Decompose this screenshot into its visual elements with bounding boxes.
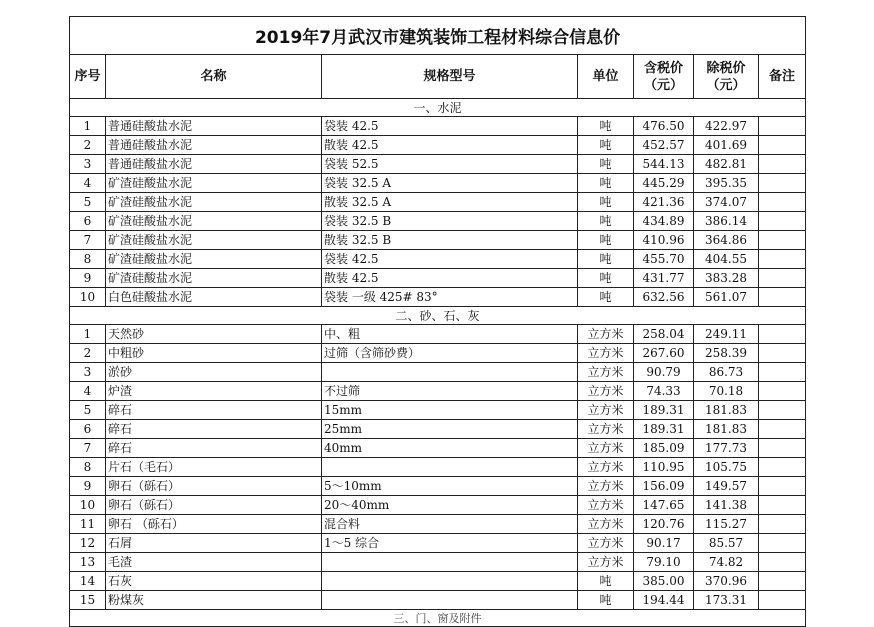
cell-remark [759,193,806,212]
cell-price-tax-excluded: 86.73 [694,363,759,382]
cell-price-tax-excluded: 386.14 [694,212,759,231]
cell-price-tax-included: 434.89 [634,212,694,231]
cell-price-tax-excluded: 404.55 [694,250,759,269]
cell-name: 矿渣硅酸盐水泥 [106,250,322,269]
cell-remark [759,231,806,250]
cell-price-tax-excluded: 149.57 [694,477,759,496]
cell-spec [322,553,578,572]
table-row [70,439,806,458]
cell-no: 6 [70,420,106,439]
cell-no: 15 [70,591,106,610]
cell-price-tax-excluded: 258.39 [694,344,759,363]
table-row [70,572,806,591]
header-name: 名称 [106,55,322,99]
header-tax-excluded-line1: 除税价 [706,60,746,76]
cell-remark [759,420,806,439]
cell-spec: 15mm [322,401,578,420]
cell-no: 4 [70,174,106,193]
cell-spec: 混合料 [322,515,578,534]
table-row [70,534,806,553]
cell-remark [759,477,806,496]
cell-remark [759,534,806,553]
cell-price-tax-excluded: 177.73 [694,439,759,458]
cell-unit: 立方米 [578,344,634,363]
cell-spec: 散装 32.5 A [322,193,578,212]
cell-price-tax-excluded: 249.11 [694,325,759,344]
cell-spec [322,363,578,382]
cell-price-tax-excluded: 141.38 [694,496,759,515]
table-row [70,458,806,477]
table-row [70,174,806,193]
cell-price-tax-excluded: 85.57 [694,534,759,553]
cell-unit: 吨 [578,212,634,231]
cell-name: 石屑 [106,534,322,553]
cell-unit: 立方米 [578,325,634,344]
cell-spec: 散装 32.5 B [322,231,578,250]
cell-price-tax-included: 410.96 [634,231,694,250]
cell-spec: 袋装 42.5 [322,117,578,136]
cell-price-tax-excluded: 370.96 [694,572,759,591]
cell-remark [759,117,806,136]
cell-unit: 立方米 [578,477,634,496]
table-row [70,325,806,344]
table-row [70,117,806,136]
cell-name: 普通硅酸盐水泥 [106,155,322,174]
partial-section-title: 三、门、窗及附件 [70,610,806,627]
cell-price-tax-excluded: 395.35 [694,174,759,193]
cell-price-tax-excluded: 173.31 [694,591,759,610]
table-row [70,231,806,250]
table-row [70,269,806,288]
cell-unit: 立方米 [578,553,634,572]
cell-remark [759,591,806,610]
cell-price-tax-included: 632.56 [634,288,694,307]
cell-spec [322,572,578,591]
table-row [70,212,806,231]
cell-no: 4 [70,382,106,401]
cell-unit: 吨 [578,572,634,591]
cell-remark [759,136,806,155]
cell-price-tax-excluded: 74.82 [694,553,759,572]
cell-unit: 立方米 [578,515,634,534]
cell-unit: 吨 [578,174,634,193]
cell-price-tax-included: 90.17 [634,534,694,553]
partial-section-row [70,610,806,627]
cell-remark [759,325,806,344]
cell-price-tax-included: 185.09 [634,439,694,458]
cell-price-tax-included: 431.77 [634,269,694,288]
header-tax-included-line2: （元） [643,77,683,93]
cell-unit: 立方米 [578,363,634,382]
cell-remark [759,212,806,231]
cell-price-tax-included: 147.65 [634,496,694,515]
cell-remark [759,572,806,591]
table-row [70,250,806,269]
sheet-title: 2019年7月武汉市建筑装饰工程材料综合信息价 [70,17,806,55]
cell-price-tax-excluded: 115.27 [694,515,759,534]
cell-no: 13 [70,553,106,572]
table-row [70,155,806,174]
cell-no: 3 [70,155,106,174]
cell-price-tax-included: 74.33 [634,382,694,401]
cell-spec: 1～5 综合 [322,534,578,553]
header-tax-included [634,55,694,99]
cell-unit: 立方米 [578,458,634,477]
cell-spec: 5～10mm [322,477,578,496]
cell-unit: 吨 [578,231,634,250]
header-spec: 规格型号 [322,55,578,99]
cell-name: 卵石（砾石） [106,477,322,496]
cell-no: 2 [70,344,106,363]
cell-price-tax-excluded: 561.07 [694,288,759,307]
header-tax-excluded [694,55,759,99]
section-title: 一、水泥 [70,99,806,117]
cell-price-tax-excluded: 105.75 [694,458,759,477]
cell-spec: 过筛（含筛砂费） [322,344,578,363]
cell-spec: 袋装 一级 425# 83° [322,288,578,307]
cell-name: 卵石（砾石） [106,496,322,515]
cell-price-tax-excluded: 482.81 [694,155,759,174]
cell-no: 12 [70,534,106,553]
cell-price-tax-excluded: 364.86 [694,231,759,250]
price-sheet [69,16,805,627]
cell-name: 碎石 [106,401,322,420]
cell-unit: 吨 [578,250,634,269]
cell-price-tax-included: 544.13 [634,155,694,174]
cell-no: 7 [70,439,106,458]
cell-price-tax-included: 189.31 [634,401,694,420]
cell-name: 矿渣硅酸盐水泥 [106,269,322,288]
cell-remark [759,269,806,288]
cell-unit: 立方米 [578,401,634,420]
table-row [70,477,806,496]
cell-spec: 不过筛 [322,382,578,401]
cell-price-tax-included: 110.95 [634,458,694,477]
cell-remark [759,363,806,382]
cell-price-tax-included: 120.76 [634,515,694,534]
cell-name: 白色硅酸盐水泥 [106,288,322,307]
header-tax-included-line1: 含税价 [643,60,683,76]
cell-name: 碎石 [106,420,322,439]
cell-name: 淤砂 [106,363,322,382]
cell-remark [759,250,806,269]
header-unit: 单位 [578,55,634,99]
cell-spec: 中、粗 [322,325,578,344]
cell-price-tax-included: 194.44 [634,591,694,610]
table-row [70,193,806,212]
cell-spec: 散装 42.5 [322,136,578,155]
cell-spec: 40mm [322,439,578,458]
cell-price-tax-included: 79.10 [634,553,694,572]
cell-unit: 立方米 [578,439,634,458]
cell-spec: 袋装 42.5 [322,250,578,269]
cell-no: 14 [70,572,106,591]
cell-remark [759,401,806,420]
table-row [70,496,806,515]
cell-name: 矿渣硅酸盐水泥 [106,231,322,250]
section-row [70,307,806,325]
table-row [70,401,806,420]
cell-no: 9 [70,477,106,496]
header-no: 序号 [70,55,106,99]
cell-price-tax-excluded: 422.97 [694,117,759,136]
cell-price-tax-included: 258.04 [634,325,694,344]
cell-unit: 立方米 [578,382,634,401]
cell-name: 卵石 （砾石） [106,515,322,534]
cell-name: 普通硅酸盐水泥 [106,117,322,136]
table-row [70,136,806,155]
cell-price-tax-included: 385.00 [634,572,694,591]
cell-remark [759,288,806,307]
cell-name: 天然砂 [106,325,322,344]
cell-remark [759,458,806,477]
cell-remark [759,439,806,458]
cell-name: 普通硅酸盐水泥 [106,136,322,155]
table-row [70,363,806,382]
table-row [70,344,806,363]
header-tax-excluded-line2: （元） [706,77,746,93]
cell-unit: 吨 [578,193,634,212]
cell-price-tax-included: 189.31 [634,420,694,439]
cell-unit: 吨 [578,136,634,155]
table-row [70,420,806,439]
cell-price-tax-included: 445.29 [634,174,694,193]
cell-no: 3 [70,363,106,382]
cell-no: 5 [70,193,106,212]
cell-price-tax-included: 156.09 [634,477,694,496]
price-table [69,16,806,627]
cell-name: 矿渣硅酸盐水泥 [106,193,322,212]
header-row [70,55,806,99]
cell-no: 10 [70,496,106,515]
section-row [70,99,806,117]
cell-price-tax-excluded: 401.69 [694,136,759,155]
cell-unit: 立方米 [578,496,634,515]
cell-spec: 袋装 32.5 B [322,212,578,231]
cell-price-tax-included: 90.79 [634,363,694,382]
cell-name: 粉煤灰 [106,591,322,610]
cell-price-tax-excluded: 181.83 [694,420,759,439]
cell-name: 矿渣硅酸盐水泥 [106,174,322,193]
cell-spec: 25mm [322,420,578,439]
cell-name: 石灰 [106,572,322,591]
cell-spec: 袋装 52.5 [322,155,578,174]
table-row [70,553,806,572]
table-row [70,382,806,401]
cell-spec: 散装 42.5 [322,269,578,288]
cell-unit: 吨 [578,288,634,307]
cell-name: 碎石 [106,439,322,458]
cell-spec [322,591,578,610]
cell-unit: 吨 [578,117,634,136]
cell-remark [759,515,806,534]
cell-no: 6 [70,212,106,231]
cell-name: 矿渣硅酸盐水泥 [106,212,322,231]
cell-price-tax-excluded: 70.18 [694,382,759,401]
cell-no: 9 [70,269,106,288]
cell-spec [322,458,578,477]
cell-name: 中粗砂 [106,344,322,363]
cell-price-tax-excluded: 383.28 [694,269,759,288]
cell-price-tax-included: 267.60 [634,344,694,363]
cell-name: 毛渣 [106,553,322,572]
cell-no: 2 [70,136,106,155]
cell-unit: 立方米 [578,534,634,553]
cell-name: 片石（毛石） [106,458,322,477]
cell-no: 10 [70,288,106,307]
cell-remark [759,155,806,174]
section-title: 二、砂、石、灰 [70,307,806,325]
cell-unit: 吨 [578,269,634,288]
cell-price-tax-excluded: 374.07 [694,193,759,212]
cell-no: 11 [70,515,106,534]
cell-remark [759,496,806,515]
cell-price-tax-included: 452.57 [634,136,694,155]
cell-name: 炉渣 [106,382,322,401]
cell-spec: 20～40mm [322,496,578,515]
cell-no: 7 [70,231,106,250]
table-row [70,515,806,534]
cell-price-tax-included: 476.50 [634,117,694,136]
cell-unit: 立方米 [578,420,634,439]
cell-price-tax-included: 421.36 [634,193,694,212]
cell-no: 1 [70,325,106,344]
cell-no: 8 [70,458,106,477]
cell-no: 8 [70,250,106,269]
table-row [70,288,806,307]
cell-spec: 袋装 32.5 A [322,174,578,193]
cell-remark [759,344,806,363]
cell-remark [759,553,806,572]
cell-remark [759,174,806,193]
cell-price-tax-included: 455.70 [634,250,694,269]
cell-unit: 吨 [578,155,634,174]
cell-no: 5 [70,401,106,420]
header-remark: 备注 [759,55,806,99]
cell-unit: 吨 [578,591,634,610]
cell-remark [759,382,806,401]
table-row [70,591,806,610]
cell-no: 1 [70,117,106,136]
cell-price-tax-excluded: 181.83 [694,401,759,420]
